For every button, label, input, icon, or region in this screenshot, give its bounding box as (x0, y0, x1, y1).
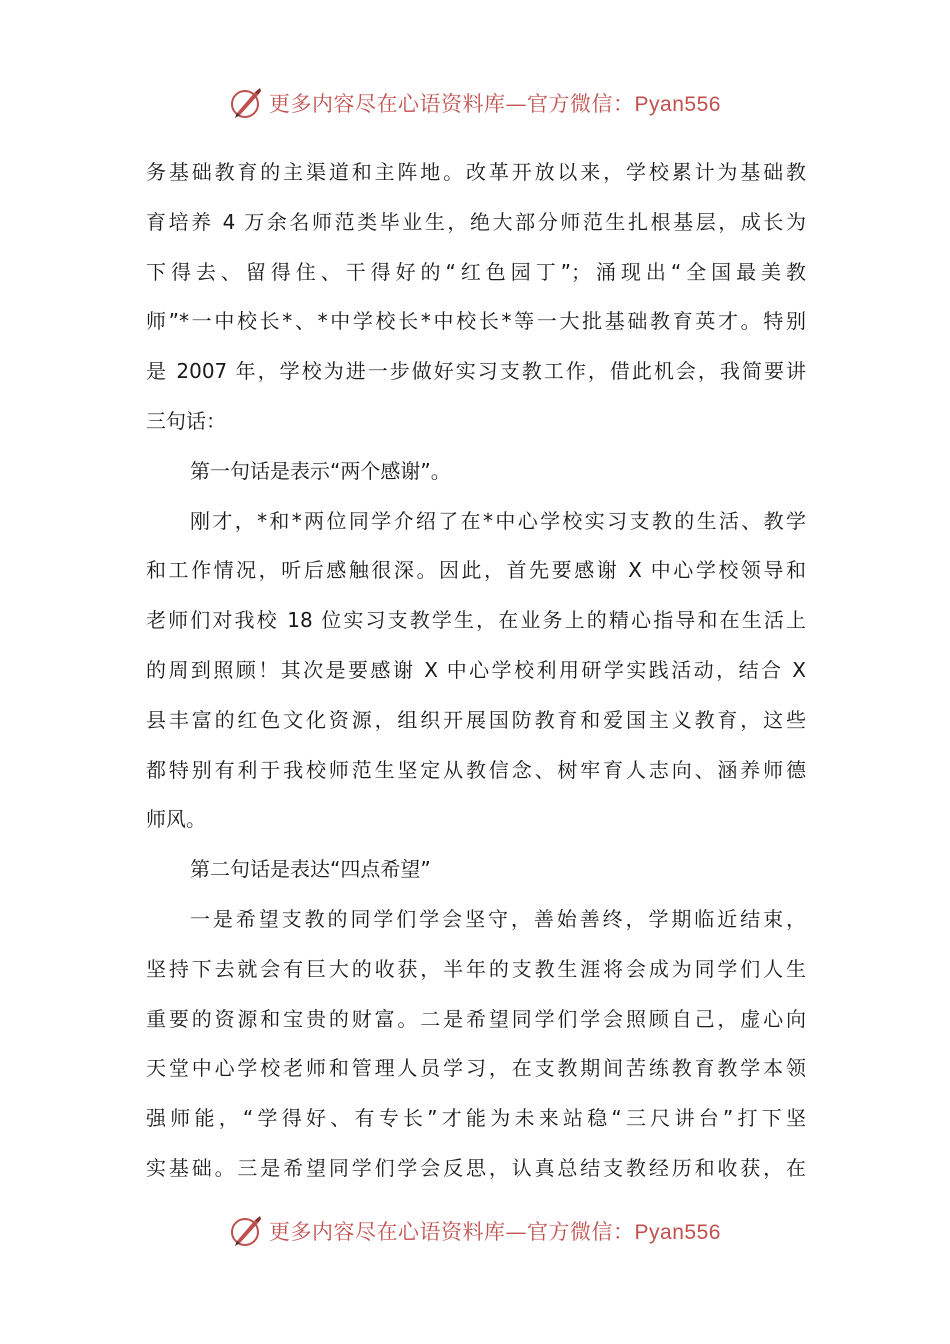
text-line: 师风。 (146, 807, 206, 832)
text-line: 实基础。三是希望同学们学会反思，认真总结支教经历和收获，在 (146, 1155, 806, 1180)
section-heading: 第二句话是表达“四点希望” (190, 857, 431, 882)
text-line: 重要的资源和宝贵的财富。二是希望同学们学会照顾自己，虚心向 (146, 1006, 806, 1031)
banner-dash: — (505, 92, 528, 116)
quill-pen-logo-icon (229, 1214, 263, 1248)
text-line: 老师们对我校 18 位实习支教学生，在业务上的精心指导和在生活上 (146, 608, 806, 633)
banner-wechat-id: Pyan556 (634, 1221, 721, 1244)
text-line: 三句话： (146, 408, 226, 433)
text-line: 师”*一中校长*、*中学校长*中校长*等一大批基础教育英才。特别 (146, 309, 806, 334)
quill-pen-logo-icon (229, 86, 263, 120)
footer-banner-text (269, 1216, 721, 1246)
document-body (146, 148, 806, 1194)
footer-banner (0, 1211, 950, 1251)
text-line: 的周到照顾！其次是要感谢 X 中心学校利用研学实践活动，结合 X (146, 657, 806, 682)
text-line: 都特别有利于我校师范生坚定从教信念、树牢育人志向、涵养师德 (146, 757, 806, 782)
banner-dash: — (505, 1220, 528, 1244)
text-line: 育培养 4 万余名师范类毕业生，绝大部分师范生扎根基层，成长为 (146, 209, 806, 234)
section-heading: 第一句话是表示“两个感谢”。 (190, 458, 451, 483)
text-line: 和工作情况，听后感触很深。因此，首先要感谢 X 中心学校领导和 (146, 558, 806, 583)
text-line: 是 2007 年，学校为进一步做好实习支教工作，借此机会，我简要讲 (146, 359, 806, 384)
text-line: 强师能，“学得好、有专长”才能为未来站稳“三尺讲台”打下坚 (146, 1106, 806, 1131)
banner-wechat-label: 官方微信： (527, 92, 635, 116)
banner-site-text: 更多内容尽在心语资料库 (269, 92, 506, 116)
text-line: 县丰富的红色文化资源，组织开展国防教育和爱国主义教育，这些 (146, 707, 806, 732)
header-banner-text (269, 88, 721, 118)
text-line: 务基础教育的主渠道和主阵地。改革开放以来，学校累计为基础教 (146, 160, 806, 184)
header-banner (0, 83, 950, 123)
paragraph-start-line: 刚才，*和*两位同学介绍了在*中心学校实习支教的生活、教学 (190, 508, 806, 533)
paragraph-start-line: 一是希望支教的同学们学会坚守，善始善终，学期临近结束， (190, 906, 806, 931)
text-line: 天堂中心学校老师和管理人员学习，在支教期间苦练教育教学本领 (146, 1056, 806, 1081)
text-line: 下得去、留得住、干得好的“红色园丁”；涌现出“全国最美教 (146, 259, 806, 284)
banner-site-text: 更多内容尽在心语资料库 (269, 1220, 506, 1244)
banner-wechat-label: 官方微信： (527, 1220, 635, 1244)
banner-wechat-id: Pyan556 (634, 93, 721, 116)
text-line: 坚持下去就会有巨大的收获，半年的支教生涯将会成为同学们人生 (146, 956, 806, 981)
